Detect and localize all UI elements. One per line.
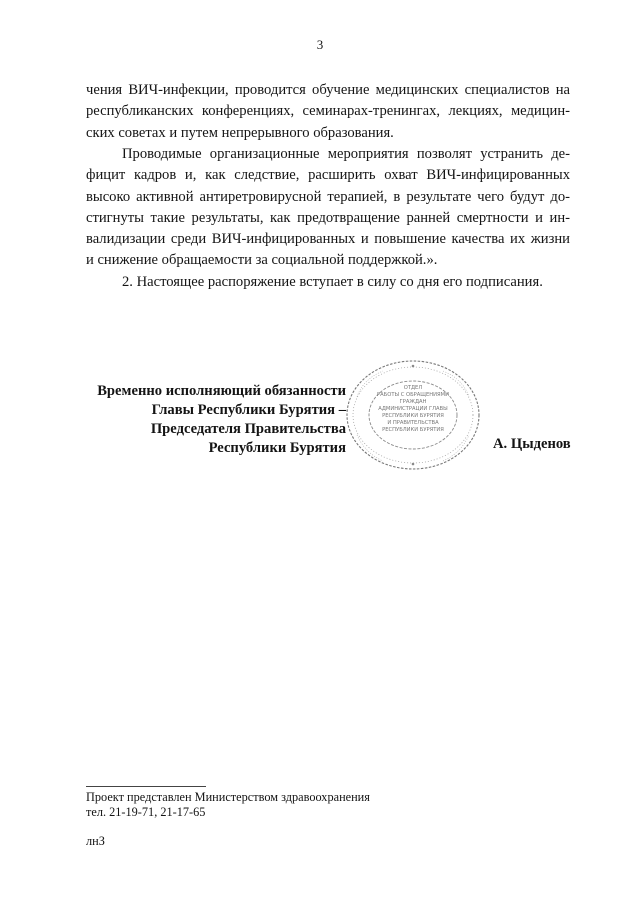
footer-code: лнЗ (86, 834, 105, 848)
stamp-text: РЕСПУБЛИКИ БУРЯТИЯ (382, 427, 444, 433)
paragraph-line: и снижение обращаемости за социальной поддержкой.». (86, 252, 438, 269)
paragraph-line: стигнуты такие результаты, как предотвращение ранней смертности и ин- (86, 209, 570, 226)
official-stamp (343, 357, 483, 473)
stamp-text: РАБОТЫ С ОБРАЩЕНИЯМИ (377, 392, 449, 398)
paragraph-line: ских советах и путем непрерывного образования. (86, 124, 394, 141)
stamp-text: ОТДЕЛ (403, 385, 423, 391)
paragraph-line: республиканских конференциях, семинарах-тренингах, лекциях, медицин- (86, 103, 570, 120)
paragraph-line: валидизации среди ВИЧ-инфицированных и повышение качества их жизни (86, 231, 570, 248)
signer-title-line: Временно исполняющий обязанности (97, 383, 346, 399)
signer-title (78, 382, 346, 458)
paragraph-line: чения ВИЧ-инфекции, проводится обучение медицинских специалистов на (86, 82, 570, 98)
footer-line: Проект представлен Министерством здравоохранения (86, 790, 370, 804)
stamp-text: И ПРАВИТЕЛЬСТВА (387, 420, 439, 426)
paragraph-line: фицит кадров и, как следствие, расширить охват ВИЧ-инфицированных (86, 167, 570, 184)
paragraph-measures (86, 144, 570, 272)
signer-name: А. Цыденов (493, 436, 571, 452)
stamp-text: ГРАЖДАН (399, 399, 427, 405)
stamp-text: РЕСПУБЛИКИ БУРЯТИЯ (382, 413, 444, 419)
page-number: 3 (316, 37, 324, 52)
paragraph-line: Проводимые организационные мероприятия позволят устранить де- (122, 146, 570, 162)
footer-note (86, 790, 370, 819)
paragraph-line: высоко активной антиретровирусной терапией, в результате чего будут до- (86, 188, 570, 205)
stamp-text: АДМИНИСТРАЦИИ ГЛАВЫ (378, 406, 448, 412)
footer-line: тел. 21-19-71, 21-17-65 (86, 804, 206, 819)
signer-title-line: Председателя Правительства (150, 421, 346, 437)
signer-title-line: Республики Бурятия (208, 440, 346, 456)
clause-2: 2. Настоящее распоряжение вступает в силу со дня его подписания. (122, 274, 543, 290)
paragraph-continuation (86, 80, 570, 144)
signer-title-line: Главы Республики Бурятия – (151, 402, 346, 418)
footer-divider (86, 786, 206, 787)
